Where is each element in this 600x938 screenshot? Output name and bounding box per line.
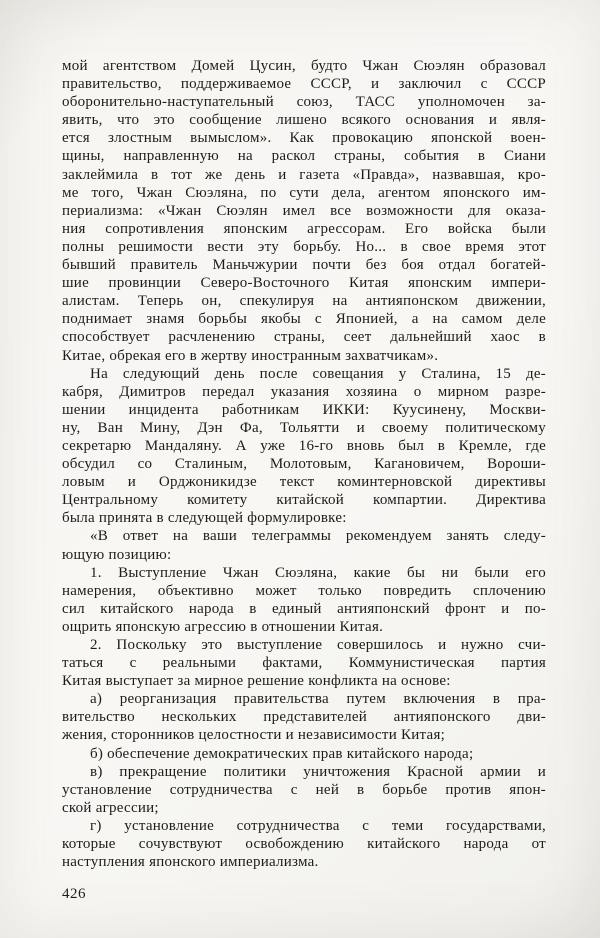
text-line: Центральному комитету китайской компартии. Директива: [62, 492, 546, 509]
text-line: ощрить японскую агрессию в отношении Китая.: [62, 618, 384, 635]
text-block: [62, 57, 546, 871]
text-line: ской агрессии;: [62, 799, 159, 816]
text-line: поднимает знамя борьбы якобы с Японией, а на самом деле: [62, 311, 546, 328]
text-line: мой агентством Домей Цусин, будто Чжан Сюэлян образовал: [62, 58, 546, 74]
text-line: На следующий день после совещания у Сталина, 15 де-: [90, 365, 546, 382]
text-line: г) установление сотрудничества с теми государствами,: [90, 817, 546, 834]
text-line: 2. Поскольку это выступление совершилось и нужно счи-: [90, 637, 546, 653]
text-line: которые сочувствуют освобождению китайского народа от: [62, 836, 546, 853]
text-line: вительство нескольких представителей антияпонского дви-: [62, 709, 546, 726]
text-line: шении инцидента работникам ИККИ: Куусинену, Москви-: [62, 401, 546, 418]
text-line: была принята в следующей формулировке:: [62, 510, 347, 527]
text-line: в) прекращение политики уничтожения Красной армии и: [90, 763, 546, 780]
text-line: «В ответ на ваши телеграммы рекомендуем занять следу-: [90, 528, 546, 545]
text-line: щины, направленную на раскол страны, события в Сиани: [62, 148, 546, 165]
text-line: таться с реальными фактами, Коммунистическая партия: [62, 655, 546, 672]
text-line: а) реорганизация правительства путем включения в пра-: [90, 691, 546, 708]
text-line: сил китайского народа в единый антияпонский фронт и по-: [62, 600, 546, 617]
text-line: ющую позицию:: [62, 546, 172, 563]
text-line: 1. Выступление Чжан Сюэляна, какие бы ни были его: [90, 564, 546, 581]
text-line: Китае, обрекая его в жертву иностранным захватчикам».: [62, 347, 439, 364]
text-line: заклеймила в тот же день и газета «Правда», назвавшая, кро-: [62, 166, 546, 183]
text-line: секретарю Мандаляну. А уже 16-го вновь был в Кремле, где: [62, 437, 546, 454]
text-line: ме того, Чжан Сюэляна, по сути дела, агентом японского им-: [62, 184, 546, 201]
text-line: намерения, объективно может только повредить сплочению: [62, 582, 546, 599]
page-number: 426: [62, 886, 86, 902]
text-line: способствует расчленению страны, сеет дальнейший хаос в: [62, 329, 546, 346]
text-line: обсудил со Сталиным, Молотовым, Кагановичем, Вороши-: [62, 456, 546, 473]
text-line: кабря, Димитров передал указания хозяина о мирном разре-: [62, 383, 546, 400]
text-line: шие провинции Северо-Восточного Китая японским импери-: [62, 275, 546, 292]
text-line: периализма: «Чжан Сюэлян имел все возможности для оказа-: [62, 202, 546, 219]
text-line: бывший правитель Маньчжурии почти без боя отдал богатей-: [62, 257, 546, 274]
text-line: полны решимости вести эту борьбу. Но... в свое время этот: [62, 238, 546, 255]
text-line: установление сотрудничества с ней в борьбе против япон-: [62, 781, 546, 798]
text-line: ния сопротивления японским агрессорам. Его войска были: [62, 220, 546, 237]
text-line: Китая выступает за мирное решение конфликта на основе:: [62, 673, 451, 690]
text-line: ется злостным вымыслом». Как провокацию японской воен-: [62, 130, 546, 147]
text-line: ловым и Орджоникидзе текст коминтерновской директивы: [62, 474, 546, 491]
text-line: ну, Ван Мину, Дэн Фа, Тольятти и своему политическому: [62, 419, 546, 436]
text-line: явить, что это сообщение лишено всякого основания и явля-: [62, 112, 546, 129]
text-line: правительство, поддерживаемое СССР, и заключил с СССР: [62, 76, 546, 93]
text-line: жения, сторонников целостности и независимости Китая;: [62, 727, 446, 744]
text-line: алистам. Теперь он, спекулируя на антияпонском движении,: [62, 293, 546, 310]
text-line: оборонительно-наступательный союз, ТАСС уполномочен за-: [62, 94, 546, 111]
text-line: б) обеспечение демократических прав китайского народа;: [90, 745, 474, 762]
text-line: наступления японского империализма.: [62, 854, 319, 871]
